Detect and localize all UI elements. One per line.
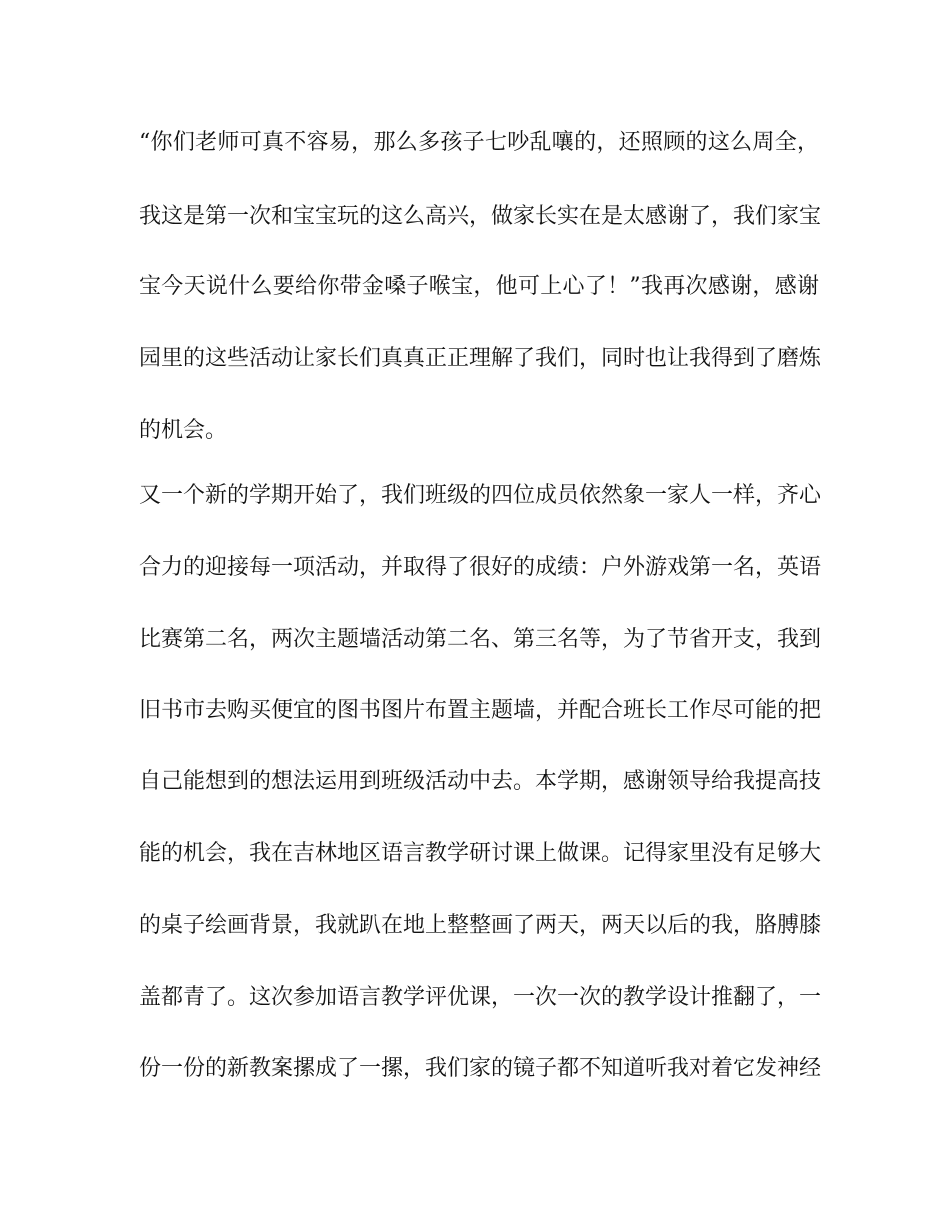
text-line: 的桌子绘画背景，我就趴在地上整整画了两天，两天以后的我，胳膊膝 xyxy=(139,913,822,938)
text-line: 我这是第一次和宝宝玩的这么高兴，做家长实在是太感谢了，我们家宝 xyxy=(139,204,822,229)
text-line: 比赛第二名，两次主题墙活动第二名、第三名等，为了节省开支，我到 xyxy=(139,627,822,652)
text-line: 盖都青了。这次参加语言教学评优课，一次一次的教学设计推翻了，一 xyxy=(139,985,822,1010)
text-line: 份一份的新教案摞成了一摞，我们家的镜子都不知道听我对着它发神经 xyxy=(139,1056,822,1081)
text-line: 园里的这些活动让家长们真真正正理解了我们，同时也让我得到了磨炼 xyxy=(139,346,822,371)
text-line: 旧书市去购买便宜的图书图片布置主题墙，并配合班长工作尽可能的把 xyxy=(139,698,822,723)
text-line: 又一个新的学期开始了，我们班级的四位成员依然象一家人一样，齐心 xyxy=(139,483,822,508)
text-line: 合力的迎接每一项活动，并取得了很好的成绩：户外游戏第一名，英语 xyxy=(139,555,822,580)
text-line: “你们老师可真不容易，那么多孩子七吵乱嚷的，还照顾的这么周全， xyxy=(139,130,819,155)
text-line: 能的机会，我在吉林地区语言教学研讨课上做课。记得家里没有足够大 xyxy=(139,841,822,866)
text-line: 宝今天说什么要给你带金嗓子喉宝，他可上心了！”我再次感谢，感谢 xyxy=(139,274,819,299)
text-line: 的机会。 xyxy=(139,418,228,443)
text-line: 自己能想到的想法运用到班级活动中去。本学期，感谢领导给我提高技 xyxy=(139,769,822,794)
